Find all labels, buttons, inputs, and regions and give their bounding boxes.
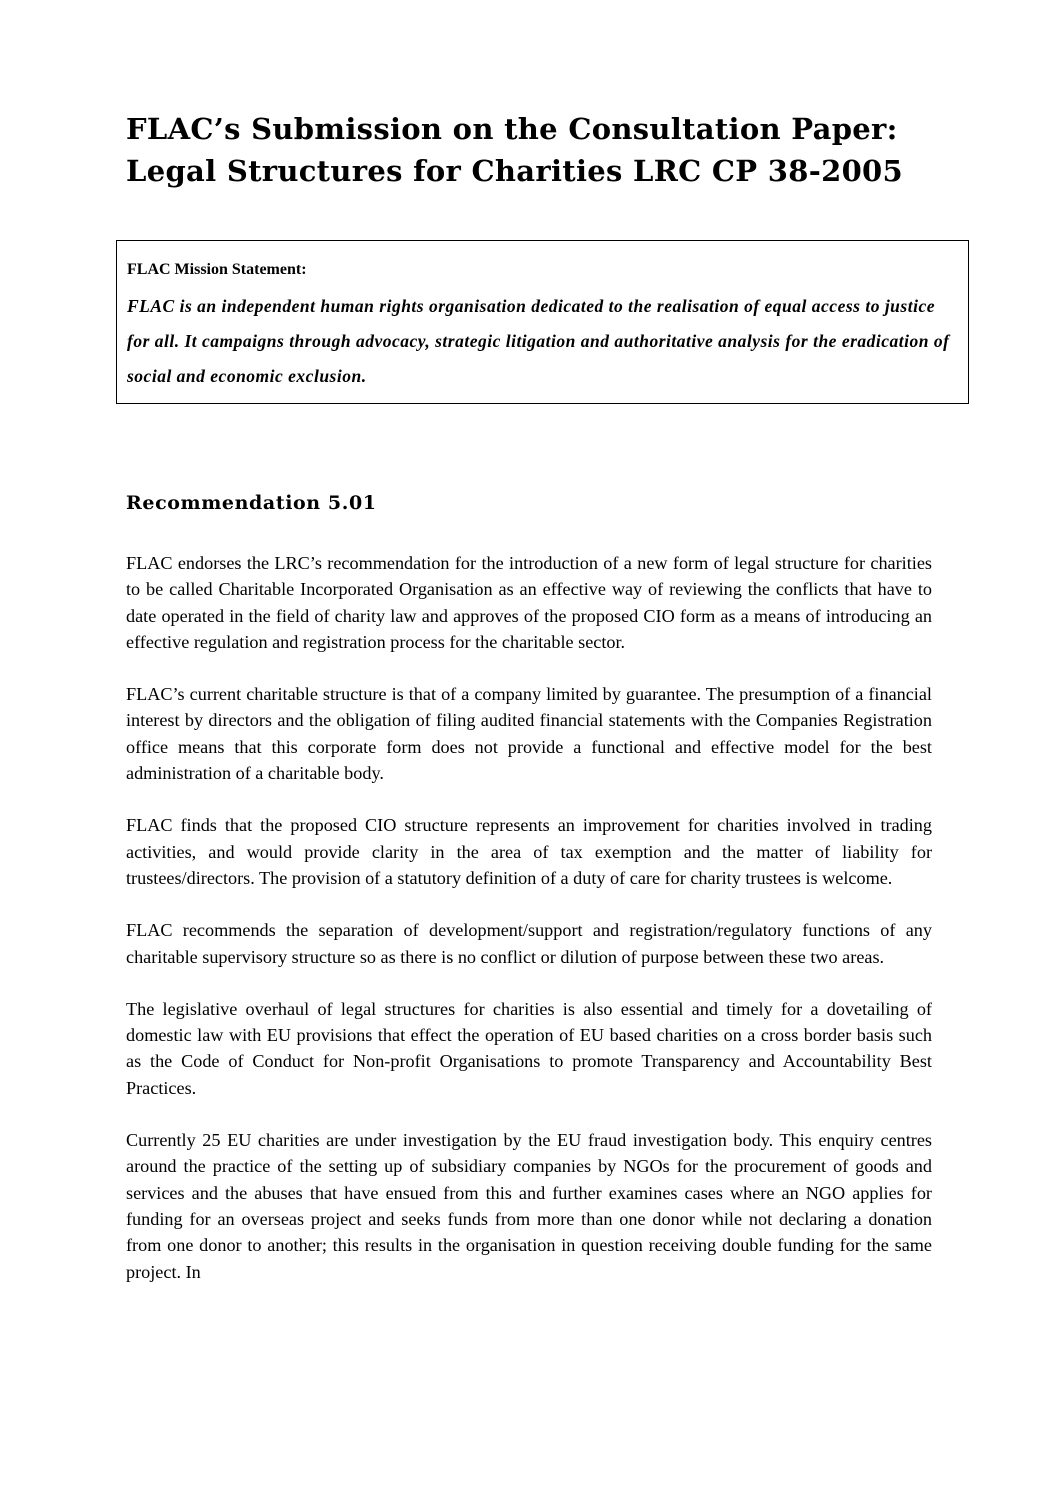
paragraph: FLAC recommends the separation of development/support and registration/regulatory functions of any charitable supervisory structure so as there is no conflict or dilution of purpose between these two areas. [126,920,932,967]
paragraph: Currently 25 EU charities are under investigation by the EU fraud investigation body. This enquiry centres around the practice of the setting up of subsidiary companies by NGOs for the procurement of goods and services and the abuses that have ensued from this and further examines cases where an NGO applies for funding for an overseas project and seeks funds from more than one donor while not declaring a donation from one donor to another; this results in the organisation in question receiving double funding for the same project. In [126,1130,932,1282]
title-line-1: FLAC’s Submission on the Consultation Paper: [126,112,898,146]
body-text [126,550,932,1311]
paragraph: FLAC finds that the proposed CIO structure represents an improvement for charities involved in trading activities, and would provide clarity in the area of tax exemption and the matter of liability for trustees/directors. The provision of a statutory definition of a duty of care for charity trustees is welcome. [126,815,932,888]
section-heading: Recommendation 5.01 [126,492,377,514]
document-title [126,108,946,192]
mission-statement-label: FLAC Mission Statement: [127,261,307,278]
mission-statement-box [116,240,969,404]
mission-statement-text: FLAC is an independent human rights organisation dedicated to the realisation of equal access to justice for all. It campaigns through advocacy, strategic litigation and authoritative analysis for the eradication of social and economic exclusion. [127,296,950,386]
paragraph: The legislative overhaul of legal structures for charities is also essential and timely for a dovetailing of domestic law with EU provisions that effect the operation of EU based charities on a cross border basis such as the Code of Conduct for Non-profit Organisations to promote Transparency and Accountability Best Practices. [126,998,932,1098]
title-line-2: Legal Structures for Charities LRC CP 38-2005 [126,154,904,188]
paragraph: FLAC’s current charitable structure is that of a company limited by guarantee. The presumption of a financial interest by directors and the obligation of filing audited financial statements with the Companies Registration office means that this corporate form does not provide a functional and effective model for the best administration of a charitable body. [126,684,932,784]
paragraph: FLAC endorses the LRC’s recommendation for the introduction of a new form of legal structure for charities to be called Charitable Incorporated Organisation as an effective way of reviewing the conflicts that have to date operated in the field of charity law and approves of the proposed CIO form as a means of introducing an effective regulation and registration process for the charitable sector. [126,553,932,652]
